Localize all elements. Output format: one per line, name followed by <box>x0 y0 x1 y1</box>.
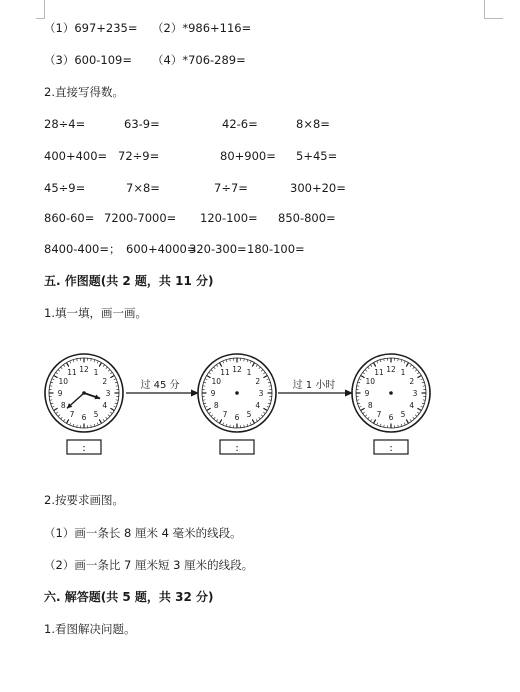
oral-problem: 5+45= <box>296 149 338 163</box>
clock-number: 5 <box>93 409 99 419</box>
clock-number: 10 <box>58 377 68 386</box>
oral-problem: 860-60= <box>44 211 95 225</box>
clock-number: 7 <box>222 409 228 419</box>
section-5-question-2: 2.按要求画图。 <box>44 493 124 507</box>
problem-1: （1）697+235= <box>44 21 138 35</box>
clock-face-start <box>45 354 123 432</box>
oral-problem: 45÷9= <box>44 181 86 195</box>
clock-number: 8 <box>367 401 373 410</box>
oral-problem: 600+4000= <box>126 242 197 256</box>
clock-face-after-45-min <box>198 354 276 432</box>
section-6-question-1: 1.看图解决问题。 <box>44 622 136 636</box>
oral-problem: 400+400= <box>44 149 108 163</box>
oral-problem: 180-100= <box>247 242 305 256</box>
clock-number: 2 <box>255 377 261 386</box>
oral-problem: 63-9= <box>124 117 160 131</box>
oral-problem: 850-800= <box>278 211 336 225</box>
oral-problem: 8×8= <box>296 117 330 131</box>
clock-number: 3 <box>258 389 264 398</box>
arrow-2-label: 过 1 小时 <box>292 380 336 391</box>
clock-number: 3 <box>105 389 111 398</box>
clock-number: 2 <box>409 377 415 386</box>
section-5-item-1: （1）画一条长 8 厘米 4 毫米的线段。 <box>44 526 242 540</box>
oral-problem: 7200-7000= <box>104 211 177 225</box>
clock-number: 9 <box>210 389 216 398</box>
section-6-heading: 六. 解答题(共 5 题，共 32 分) <box>44 590 214 604</box>
clock-number: 12 <box>79 365 89 374</box>
clock-number: 9 <box>364 389 370 398</box>
oral-problem: 320-300= <box>189 242 247 256</box>
clock-number: 7 <box>376 409 382 419</box>
clock-number: 5 <box>246 409 252 419</box>
clock-number: 1 <box>246 368 252 378</box>
clock-number: 10 <box>211 377 221 386</box>
clock-number: 12 <box>386 365 396 374</box>
oral-problem: 7×8= <box>126 181 160 195</box>
clock-number: 10 <box>365 377 375 386</box>
clock-number: 2 <box>102 377 108 386</box>
oral-problem: 28÷4= <box>44 117 86 131</box>
clock-center-dot <box>235 391 239 395</box>
clock-number: 4 <box>102 401 108 410</box>
clock-number: 11 <box>220 368 230 378</box>
oral-problem: 80+900= <box>220 149 276 163</box>
clock-number: 6 <box>388 413 394 422</box>
clock-number: 8 <box>60 401 66 410</box>
problem-2: （2）*986+116= <box>152 21 252 35</box>
section-5-question-1: 1.填一填，画一画。 <box>44 306 147 320</box>
clock-number: 8 <box>213 401 219 410</box>
clock-number: 1 <box>400 368 406 378</box>
clock-number: 3 <box>412 389 418 398</box>
problem-4: （4）*706-289= <box>152 53 246 67</box>
clock-number: 7 <box>69 409 75 419</box>
clock-number: 4 <box>409 401 415 410</box>
section-5-heading: 五. 作图题(共 2 题，共 11 分) <box>44 274 214 288</box>
clock-number: 6 <box>234 413 240 422</box>
clock-number: 11 <box>374 368 384 378</box>
oral-problem: 72÷9= <box>118 149 160 163</box>
clock-number: 5 <box>400 409 406 419</box>
answer-box-1-colon: : <box>82 443 86 454</box>
clock-face-after-1-hour <box>352 354 430 432</box>
clock-number: 1 <box>93 368 99 378</box>
q2-title: 2.直接写得数。 <box>44 85 124 99</box>
clock-number: 9 <box>57 389 63 398</box>
clock-number: 4 <box>255 401 261 410</box>
problem-3: （3）600-109= <box>44 53 133 67</box>
oral-problem: 7÷7= <box>214 181 248 195</box>
oral-problem: 120-100= <box>200 211 258 225</box>
answer-box-2-colon: : <box>235 443 239 454</box>
answer-box-3-colon: : <box>389 443 393 454</box>
oral-problem: 42-6= <box>222 117 258 131</box>
arrow-1-label: 过 45 分 <box>140 380 180 391</box>
clock-center-dot <box>389 391 393 395</box>
clock-number: 12 <box>232 365 242 374</box>
oral-problem: 300+20= <box>290 181 346 195</box>
clock-number: 11 <box>67 368 77 378</box>
section-5-item-2: （2）画一条比 7 厘米短 3 厘米的线段。 <box>44 558 254 572</box>
clock-number: 6 <box>81 413 87 422</box>
oral-problem: 8400-400=； <box>44 242 121 256</box>
